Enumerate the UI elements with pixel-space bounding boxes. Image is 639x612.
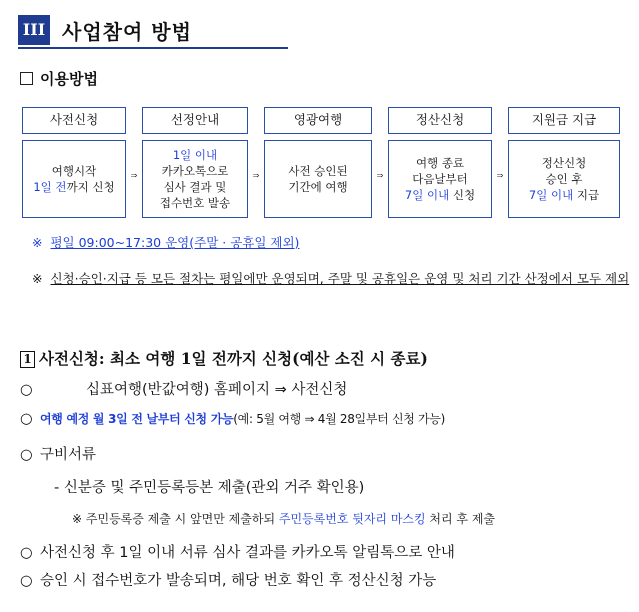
arrow-icon: ⇒ [252, 171, 260, 180]
flow-step-text-rest: 까지 신청 [66, 180, 115, 194]
highlight-text: 7일 이내 [404, 188, 450, 202]
step1-title: 사전신청: 최소 여행 1일 전까지 신청(예산 소진 시 종료) [39, 349, 428, 368]
list-item [20, 443, 96, 464]
process-flow [22, 107, 622, 219]
highlight-text: 1일 전 [33, 180, 67, 194]
flow-step-text [23, 179, 125, 195]
docs-note [72, 510, 495, 527]
section-underline [18, 47, 288, 49]
highlight-text: 여행 예정 월 3일 전 날부터 신청 가능 [40, 412, 234, 426]
reference-mark: ※ [32, 235, 43, 250]
flow-step-payment [508, 107, 620, 219]
flow-step-text: 사전 승인된 [288, 164, 348, 178]
weekday-policy-note [32, 264, 630, 293]
arrow-icon: ⇒ [376, 171, 384, 180]
step-number-box: 1 [20, 351, 35, 368]
flow-step-text: 여행 종료 [415, 156, 465, 170]
flow-step-text: 다음날부터 [412, 172, 468, 186]
reference-mark: ※ [32, 271, 43, 286]
circle-bullet-icon: ○ [20, 411, 33, 427]
flow-step-title: 선정안내 [142, 107, 248, 134]
list-item [20, 569, 436, 590]
flow-step-title: 지원금 지급 [508, 107, 620, 134]
section-number: III [18, 15, 50, 45]
flow-step-apply [22, 107, 126, 219]
usage-heading [20, 68, 98, 89]
highlight-text: 1일 이내 [172, 148, 218, 162]
list-item-text: 승인 시 접수번호가 발송되며, 해당 번호 확인 후 정산신청 가능 [40, 573, 437, 589]
flow-step-text: 카카오톡으로 [161, 164, 229, 178]
docs-note-text: 주민등록증 제출 시 앞면만 제출하되 [85, 512, 279, 526]
circle-bullet-icon: ○ [20, 545, 33, 561]
flow-step-travel [264, 107, 372, 219]
flow-step-text: 여행시작 [51, 164, 97, 178]
flow-step-title: 사전신청 [22, 107, 126, 134]
flow-step-text-rest: 지급 [573, 188, 600, 202]
list-item [20, 378, 347, 399]
flow-step-text: 기간에 여행 [288, 180, 348, 194]
operating-hours-text: 평일 09:00~17:30 운영(주말 · 공휴일 제외) [50, 235, 300, 250]
step1-heading [20, 347, 428, 369]
flow-step-title: 영광여행 [264, 107, 372, 134]
flow-step-body [22, 140, 126, 218]
arrow-icon: ⇒ [496, 171, 504, 180]
flow-step-notice [142, 107, 248, 219]
flow-step-text: 정산신청 [541, 156, 587, 170]
highlight-text: 7일 이내 [528, 188, 574, 202]
flow-step-body [142, 140, 248, 218]
flow-step-body [264, 140, 372, 218]
list-item-text: (예: 5월 여행 ⇒ 4월 28일부터 신청 가능) [233, 412, 446, 426]
list-item-text: 사전신청 후 1일 이내 서류 심사 결과를 카카오톡 알림톡으로 안내 [40, 545, 455, 561]
list-item-text: 구비서류 [40, 447, 97, 463]
highlight-text: 주민등록번호 뒷자리 마스킹 [278, 512, 426, 526]
circle-bullet-icon: ○ [20, 447, 33, 463]
flow-step-text-rest: 신청 [449, 188, 476, 202]
circle-bullet-icon: ○ [20, 382, 33, 398]
list-subitem: - 신분증 및 주민등록등본 제출(관외 거주 확인용) [54, 480, 365, 496]
flow-step-title: 정산신청 [388, 107, 492, 134]
docs-note-text: 처리 후 제출 [425, 512, 495, 526]
flow-step-text: 접수번호 발송 [159, 196, 231, 210]
list-item [20, 541, 455, 562]
reference-mark: ※ [72, 512, 83, 526]
list-item-text: 십표여행(반값여행) 홈페이지 ⇒ 사전신청 [86, 382, 348, 398]
section-title: 사업참여 방법 [62, 20, 192, 44]
flow-step-text: 심사 결과 및 [163, 180, 227, 194]
weekday-policy-text: 신청·승인·지급 등 모든 절차는 평일에만 운영되며, 주말 및 공휴일은 운영 및 처리 기간 산정에서 모두 제외 [50, 271, 630, 286]
flow-step-text [389, 187, 491, 203]
circle-bullet-icon: ○ [20, 573, 33, 589]
flow-step-body [508, 140, 620, 218]
flow-step-text: 승인 후 [545, 172, 583, 186]
checkbox-square-icon [20, 72, 33, 85]
section-header [18, 12, 622, 48]
usage-heading-text: 이용방법 [40, 70, 98, 88]
list-item [20, 410, 445, 427]
flow-step-settlement [388, 107, 492, 219]
arrow-icon: ⇒ [130, 171, 138, 180]
operating-hours-note [32, 233, 299, 251]
flow-step-text [509, 187, 619, 203]
flow-step-body [388, 140, 492, 218]
